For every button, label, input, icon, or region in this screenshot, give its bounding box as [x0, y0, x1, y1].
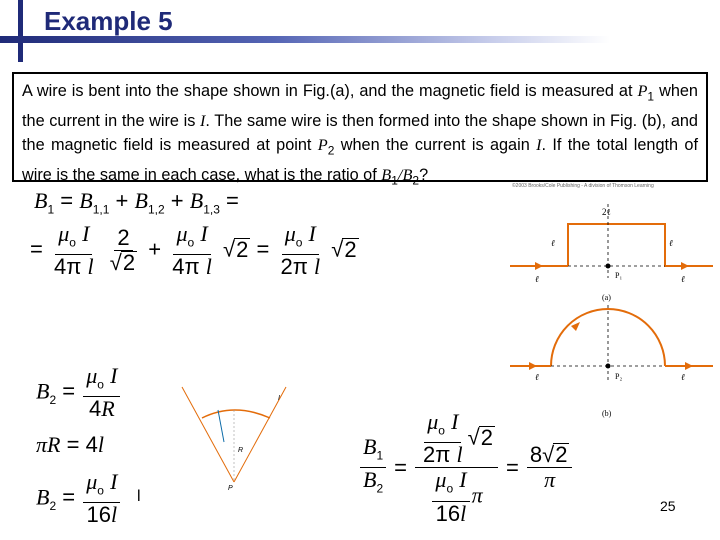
var-p1-sub: 1: [647, 89, 655, 104]
eq-b1-value: = $\frac{\mu_o I}{\text{4π l}}$ $\frac{2}{√2}$ + $\frac{\mu_o I}{\text{4π l}}$ √2 = $\frac{\mu_o I}{\text{2π l}}$ √2: [30, 221, 357, 280]
problem-text-4: when the current is again: [334, 136, 537, 155]
eq-b2-final: [36, 470, 122, 527]
eq1-t3: B: [189, 188, 204, 213]
caption-a: (a): [602, 293, 611, 302]
eq2-frac2: $\frac{2}{√2}$: [109, 225, 136, 276]
eq5-frac: [83, 470, 120, 527]
var-i2: I: [536, 135, 542, 155]
eq4-r: R: [47, 432, 61, 457]
ratio-equals: =: [394, 454, 407, 480]
label-a-bottom-right: ℓ: [681, 274, 685, 284]
figure-a: [510, 204, 713, 302]
label-a-right: ℓ: [669, 238, 673, 248]
eq2-frac4: [277, 222, 323, 279]
ratio-b1: B: [363, 434, 377, 459]
sketch-arc: [202, 410, 270, 418]
label-p1: P₁: [615, 271, 623, 280]
eq1-b1: B: [34, 188, 48, 213]
problem-text-end: ?: [419, 166, 429, 184]
ratio-top-den: 2π: [423, 442, 451, 468]
var-p2-sub: 2: [327, 143, 335, 158]
eq4-pi: π: [36, 432, 48, 457]
var-b2: B: [402, 165, 413, 184]
eq5-b2-sub: 2: [49, 498, 57, 513]
title-accent-underline: [0, 36, 610, 43]
var-p1: P: [637, 81, 648, 100]
eq2-equals2: =: [256, 236, 270, 262]
eq2-f1-den: 4π: [53, 254, 82, 280]
ratio-equals2: =: [506, 454, 519, 480]
eq2-f3-mu: μ: [176, 221, 188, 246]
ratio-top-frac: [420, 410, 466, 467]
caption-b: (b): [602, 409, 612, 418]
eq1-t1-sub: 1,1: [92, 202, 110, 217]
eq2-f2-sqrt: 2: [122, 250, 136, 276]
eq2-f2-num: 2: [114, 226, 132, 251]
ratio-b1-sub: 1: [376, 448, 384, 463]
wire-a-loop: [568, 224, 713, 266]
arrow-a-right: [681, 262, 689, 270]
ratio-bot-i: I: [459, 467, 467, 493]
ratio-b2: B: [363, 467, 377, 493]
eq3-b2: B: [36, 378, 50, 404]
eq1-b1-sub: 1: [47, 202, 55, 217]
eq3-mu: μ: [86, 363, 98, 388]
ratio-top-i: I: [451, 409, 459, 434]
eq3-i: I: [110, 363, 118, 388]
problem-text-5: . If the total length of wire is the same in each case, what is the ratio of: [22, 136, 698, 184]
eq2-f1-mu: μ: [58, 221, 70, 246]
var-i1: I: [200, 110, 206, 130]
stray-char: l: [137, 488, 141, 505]
eq2-f3-i: I: [200, 221, 208, 246]
label-p2: P₂: [615, 372, 623, 381]
var-b1-sub: 1: [391, 173, 398, 188]
ratio-bot-frac: [432, 468, 469, 525]
eq2-f4-mu: μ: [284, 221, 296, 246]
eq2-f1-sub: o: [69, 235, 76, 250]
eq-ratio: [358, 410, 574, 526]
eq-b2: [36, 364, 122, 421]
eq2-frac1: [51, 222, 97, 279]
eq3-b2-sub: 2: [49, 392, 57, 407]
eq5-mu: μ: [86, 469, 98, 494]
problem-text-3: . The same wire is then formed into the shape shown in Fig. (b), and the magnetic field is measured at point: [22, 111, 698, 155]
eq3-den: 4: [88, 396, 102, 422]
var-b2-sub: 2: [412, 173, 420, 188]
eq4-l: l: [97, 432, 104, 457]
ratio-bot-l: l: [460, 500, 467, 526]
eq2-plus: +: [148, 236, 162, 262]
eq4-rhs: 4: [85, 432, 98, 457]
wire-figures: [505, 190, 720, 425]
eq5-equals: =: [62, 484, 76, 510]
eq4-equals: =: [66, 432, 80, 457]
eq2-f4-den: 2π: [280, 254, 308, 280]
ratio-result: $\frac{8√2}{\pi}$: [527, 443, 573, 492]
ratio-bot-mu: μ: [435, 467, 447, 493]
eq-pir: [36, 432, 104, 458]
eq5-b2: B: [36, 484, 50, 510]
eq5-den: 16: [86, 502, 112, 528]
sketch-label-r: R: [238, 447, 244, 454]
eq1-plus1: +: [115, 188, 129, 213]
ratio-top-sqrt: 2: [480, 424, 493, 450]
eq2-f3-den: 4π: [172, 254, 200, 280]
eq2-f3-l: l: [205, 254, 212, 280]
problem-text-2: when the current in the wire is: [22, 82, 698, 130]
arc-sketch: [172, 382, 297, 494]
sketch-label-p: P: [228, 485, 233, 492]
sketch-vector: [218, 410, 224, 442]
eq1-t2: B: [134, 188, 148, 213]
problem-text-1: A wire is bent into the shape shown in Fig.(a), and the magnetic field is measured at: [22, 82, 638, 100]
title-accent-vertical: [18, 0, 23, 62]
label-2l: 2ℓ: [602, 207, 611, 217]
eq2-f1-l: l: [87, 254, 94, 280]
sketch-line-left: [182, 387, 234, 482]
arrow-b-left: [529, 362, 537, 370]
eq2-equals: =: [30, 236, 43, 262]
eq5-i: I: [110, 469, 118, 494]
eq-b1-sum: [34, 188, 239, 216]
ratio-slash: /: [397, 165, 403, 184]
arrow-a-left: [535, 262, 543, 270]
eq1-equals: =: [60, 188, 74, 213]
eq3-equals: =: [62, 378, 76, 404]
eq2-f4-sub: o: [295, 235, 303, 250]
eq3-mu-sub: o: [97, 377, 104, 392]
figure-b: [510, 305, 713, 418]
label-b-right: ℓ: [681, 372, 685, 382]
point-p2: [606, 364, 611, 369]
var-p2: P: [317, 135, 328, 155]
ratio-top-mu: μ: [427, 409, 439, 434]
label-b-left: ℓ: [535, 372, 539, 382]
eq1-t2-sub: 1,2: [147, 202, 165, 217]
ratio-res-num: 8: [529, 442, 543, 468]
ratio-top-sub: o: [438, 423, 445, 438]
eq3-r: R: [101, 396, 115, 422]
eq3-frac: [83, 364, 120, 421]
slide-title: Example 5: [44, 6, 173, 36]
eq1-plus2: +: [170, 188, 184, 213]
label-a-left: ℓ: [551, 238, 555, 248]
eq5-l: l: [111, 502, 118, 528]
eq2-f3-sub: o: [187, 235, 195, 250]
ratio-res-pi: π: [544, 467, 556, 493]
eq2-f4-i: I: [308, 221, 316, 246]
ratio-bot-den: 16: [435, 500, 461, 526]
point-p1: [606, 264, 611, 269]
eq2-sqrt1: 2: [236, 236, 249, 262]
eq2-f4-l: l: [314, 254, 321, 280]
sketch-label-i: I: [278, 395, 280, 402]
ratio-bot-pi: π: [471, 482, 483, 508]
label-a-bottom-left: ℓ: [535, 274, 539, 284]
ratio-lhs: [360, 435, 386, 501]
var-b1: B: [381, 165, 392, 184]
ratio-bot-sub: o: [446, 481, 454, 496]
eq5-mu-sub: o: [97, 483, 104, 498]
ratio-b2-sub: 2: [376, 481, 384, 496]
eq1-t3-sub: 1,3: [203, 202, 220, 217]
eq1-equals2: =: [226, 188, 239, 213]
eq2-frac3: [169, 222, 215, 279]
eq2-sqrt2: 2: [344, 236, 357, 262]
arrow-b-arc: [571, 322, 580, 331]
ratio-middle: $\frac{\mu_o I}{\text{2π l}}$ √2 $\frac{\mu_o I}{16l}$ π: [415, 410, 498, 526]
figure-copyright: ©2003 Brooks/Cole Publishing - A division of Thomson Learning: [512, 183, 654, 189]
eq1-t1: B: [79, 188, 93, 213]
arrow-b-right: [685, 362, 693, 370]
ratio-res-sqrt: 2: [555, 442, 568, 468]
page-number: 25: [660, 498, 676, 514]
ratio-top-l: l: [456, 442, 463, 468]
eq2-f1-i: I: [82, 221, 90, 246]
